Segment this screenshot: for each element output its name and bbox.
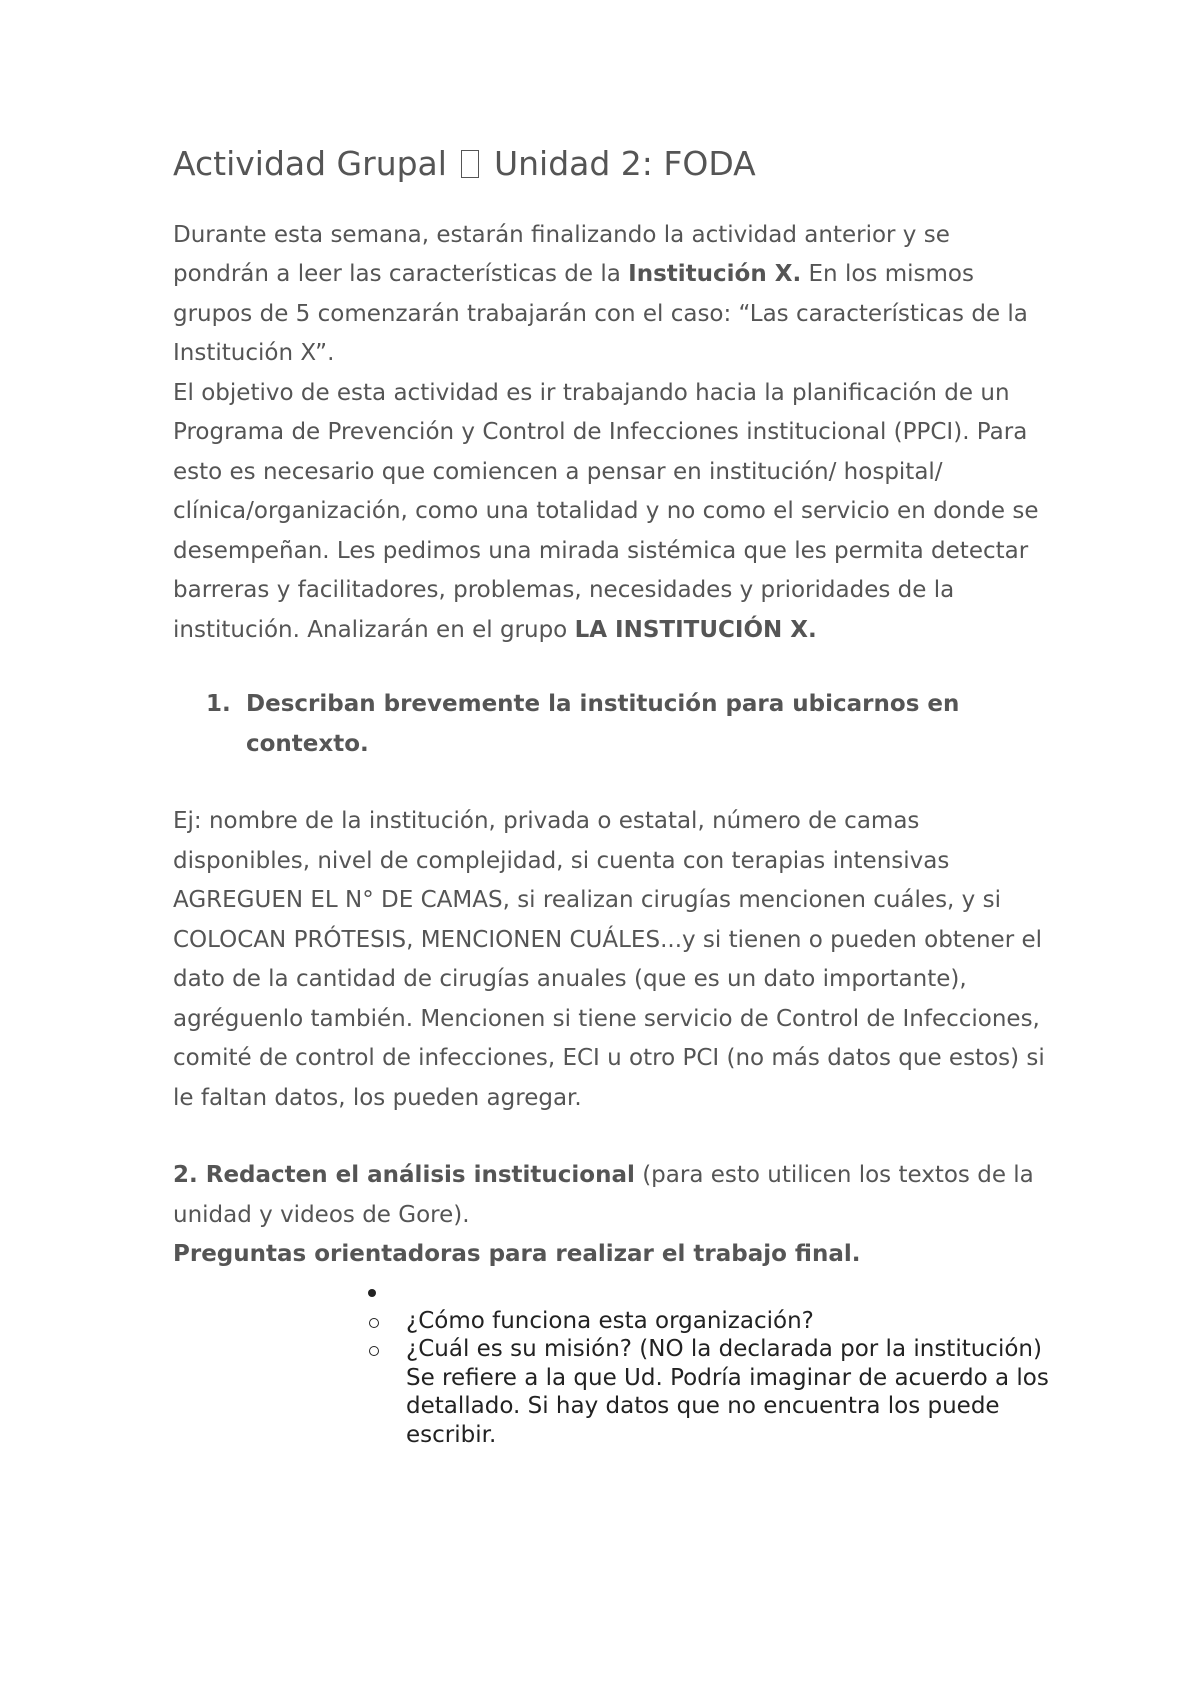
question-2 <box>173 1156 1053 1235</box>
question-2-rest: (para esto utilicen los textos de la unidad y videos de Gore). <box>173 1162 1034 1228</box>
sub-question-text: ¿Cómo funciona esta organización? <box>406 1307 814 1334</box>
hollow-circle-bullet-icon <box>369 1346 379 1356</box>
intro-paragraph <box>173 216 1053 374</box>
bullet-dot-icon <box>368 1289 376 1297</box>
hollow-circle-bullet-icon <box>369 1318 379 1328</box>
document-title <box>173 144 1053 184</box>
guide-title <box>173 1235 1053 1275</box>
guide-question-list <box>368 1281 1053 1450</box>
title-left: Actividad Grupal <box>173 144 447 183</box>
objective-bold-institution: LA INSTITUCIÓN X. <box>574 616 817 643</box>
guide-title-text: Preguntas orientadoras para realizar el trabajo final. <box>173 1241 861 1268</box>
intro-bold-institution: Institución X. <box>628 261 802 288</box>
objective-text: El objetivo de esta actividad es ir trabajando hacia la planificación de un Programa de Prevención y Control de Infecciones institucional (PPCI). Para esto es necesario que comiencen a pensar en institución/ hospital/ clínica/organización, como una totalidad y no como el servicio en donde se desempeñan. Les pedimos una mirada sistémica que les permita detectar barreras y facilitadores, problemas, necesidades y prioridades de la institución. Analizarán en el grupo <box>173 379 1039 643</box>
list-item <box>368 1307 1053 1336</box>
empty-bullet-item <box>368 1281 1053 1307</box>
missing-glyph-icon <box>461 150 479 178</box>
intro-text-2: En los mismos grupos de 5 comenzarán trabajarán con el caso: “Las características de la Institución X”. <box>173 261 1028 367</box>
example-paragraph: Ej: nombre de la institución, privada o estatal, número de camas disponibles, nivel de complejidad, si cuenta con terapias intensivas AGREGUEN EL N° DE CAMAS, si realizan cirugías mencionen cuáles, y si COLOCAN PRÓTESIS, MENCIONEN CUÁLES...y si tienen o pueden obtener el dato de la cantidad de cirugías anuales (que es un dato importante), agréguenlo también. Mencionen si tiene servicio de Control de Infecciones, comité de control de infecciones, ECI u otro PCI (no más datos que estos) si le faltan datos, los pueden agregar. <box>173 808 1045 1111</box>
question-1-number: 1. <box>206 691 231 718</box>
list-item <box>368 1335 1053 1449</box>
sub-question-text: ¿Cuál es su misión? (NO la declarada por la institución) Se refiere a la que Ud. Podría imaginar de acuerdo a los detallado. Si hay datos que no encuentra los puede escribir. <box>406 1336 1049 1448</box>
document-page <box>173 130 1053 1449</box>
question-1 <box>173 685 1053 764</box>
question-1-text: Describan brevemente la institución para ubicarnos en contexto. <box>246 691 960 757</box>
objective-paragraph <box>173 374 1053 651</box>
question-2-bold: 2. Redacten el análisis institucional <box>173 1162 635 1189</box>
intro-text-1: Durante esta semana, estarán finalizando la actividad anterior y se pondrán a leer las características de la <box>173 221 950 288</box>
title-right: Unidad 2: FODA <box>493 144 756 183</box>
